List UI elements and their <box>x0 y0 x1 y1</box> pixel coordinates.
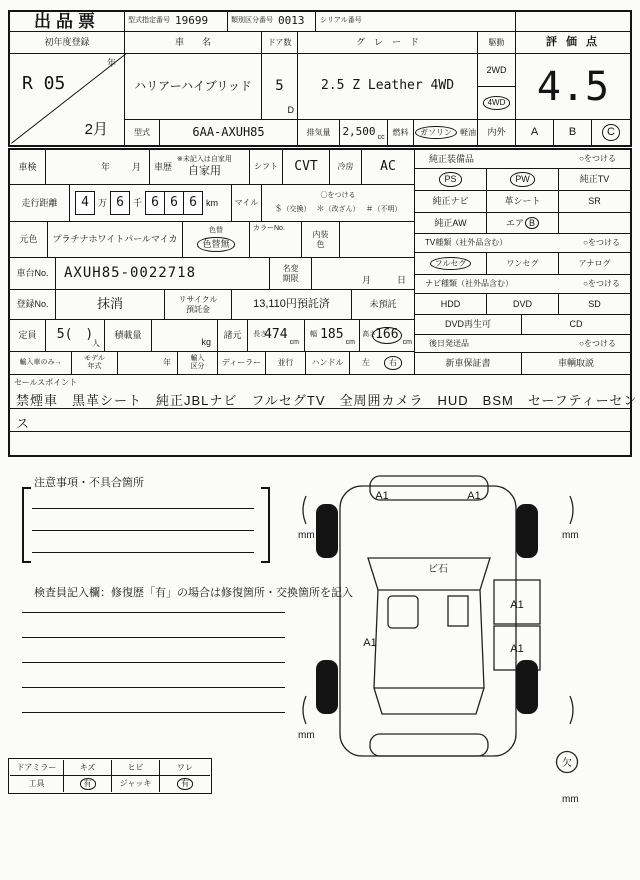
shift-label-cell <box>250 150 283 185</box>
name-change-label-cell: 名変 期限 <box>270 258 312 290</box>
dvd: DVD <box>512 298 532 309</box>
interior-color-value-cell <box>340 222 415 258</box>
first-reg-year-unit: 年 <box>106 58 116 68</box>
ship-later-header: 後日発送品 <box>429 338 469 348</box>
reg-no-label-cell <box>10 290 56 320</box>
equip-empty-cell <box>559 213 630 234</box>
rank-a-cell <box>516 120 554 145</box>
navi-type-header-cell: ナビ種類（社外品含む） ○をつける <box>415 275 630 294</box>
equip-airbag-cell <box>487 213 559 234</box>
model-year-unit: 年 <box>163 358 171 368</box>
drive-2wd: 2WD <box>486 64 507 75</box>
score-value-cell <box>516 54 630 120</box>
model-label-cell <box>125 120 160 145</box>
mile-mark-cell <box>262 185 415 222</box>
height-label: 高さ <box>362 331 377 339</box>
tools-present-cell <box>64 776 112 792</box>
page-title: 出品票 <box>34 11 100 31</box>
rank-b: B <box>568 126 577 139</box>
dvd-play: DVD再生可 <box>444 319 491 330</box>
width-value: 185 <box>320 327 344 343</box>
import-parallel: 並行 <box>277 358 294 368</box>
tools-label-cell <box>10 776 64 792</box>
grade-value: 2.5 Z Leather 4WD <box>320 78 455 94</box>
color-no-cell <box>250 222 302 258</box>
equip-sr-cell <box>559 191 630 213</box>
mileage-digit-2: 6 <box>164 191 184 215</box>
analog-cell <box>559 253 630 275</box>
model-value-cell <box>160 120 298 145</box>
first-reg-year: R 05 <box>22 73 66 94</box>
displacement-value: 2,500 <box>342 125 376 139</box>
capacity-label: 定員 <box>18 330 37 341</box>
capacity-label-cell <box>10 320 46 352</box>
pw-selected: PW <box>510 172 535 186</box>
tread-mm-bottom-right: mm <box>562 794 579 805</box>
rank-b-cell <box>554 120 592 145</box>
name-change-date-cell <box>312 258 415 290</box>
base-color-label: 元色 <box>19 234 38 245</box>
load-label-cell <box>105 320 152 352</box>
history-value-wrap <box>177 156 232 178</box>
height-value-selected: 166 <box>372 327 401 344</box>
scratch-label: キズ <box>79 762 96 772</box>
sd: SD <box>588 298 601 309</box>
color-no-label: カラーNo. <box>253 225 285 232</box>
tv-type-header: TV種類（社外品含む） <box>425 238 508 248</box>
missing-mark: 欠 <box>562 758 572 769</box>
shift-value-cell <box>283 150 330 185</box>
grade-label-cell <box>298 32 478 54</box>
handle-label: ハンドル <box>311 358 344 368</box>
fullseg-cell <box>415 253 487 275</box>
recycle-unpaid-cell <box>352 290 415 320</box>
tread-mm-top-left: mm <box>298 530 315 541</box>
rank-c-selected: C <box>602 124 620 141</box>
interior-color-label-cell: 内装 色 <box>302 222 340 258</box>
handle-right-selected: 右 <box>384 356 402 369</box>
repaint-cell <box>183 222 250 258</box>
int-ext-label: 内外 <box>487 127 506 138</box>
width-cell: 幅 185 cm <box>305 320 360 352</box>
model-year-value-cell <box>118 352 178 375</box>
doors-label: ドア数 <box>267 37 292 47</box>
model-designation-label: 型式指定番号 <box>128 17 170 25</box>
equip-navi-cell <box>415 191 487 213</box>
rank-a: A <box>530 126 539 139</box>
tread-bracket-top-right <box>570 496 573 524</box>
car-name: ハリアーハイブリッド <box>134 78 252 93</box>
fuel-label: 燃料 <box>392 127 409 137</box>
month-unit: 月 <box>361 274 371 285</box>
model-label: 型式 <box>134 127 150 137</box>
mileage-label: 走行距離 <box>21 197 58 208</box>
damage-a1-front-right: A1 <box>467 490 481 502</box>
oneseg-cell <box>487 253 559 275</box>
shaken-year-unit: 年 <box>100 161 110 172</box>
first-reg-label-cell <box>10 32 125 54</box>
wheel-front-left <box>316 504 338 558</box>
grade-label: グ レ ー ド <box>355 37 419 48</box>
cooling-label: 冷房 <box>337 162 354 172</box>
length-label: 長さ <box>253 331 268 339</box>
caution-label: 注意事項・不具合箇所 <box>34 477 144 489</box>
import-dealer-cell <box>218 352 266 375</box>
mile-exchange: ＄（交換） <box>274 203 311 213</box>
fuel-gasoline-selected: ガソリン <box>415 126 457 139</box>
drive-label-cell <box>478 32 516 54</box>
equip-pw-cell <box>487 169 559 191</box>
classification-cell <box>228 12 316 32</box>
jack-label: ジャッキ <box>119 779 152 789</box>
drive-2wd-cell <box>478 54 516 87</box>
tread-bracket-bottom-left <box>303 696 306 724</box>
km-unit: km <box>206 197 219 208</box>
crack-label: ヒビ <box>127 762 144 772</box>
wheel-front-right <box>516 504 538 558</box>
mile-label-cell <box>232 185 262 222</box>
tread-bracket-bottom-right <box>570 696 573 724</box>
inspector-line-3 <box>22 662 285 663</box>
classification-value: 0013 <box>278 14 305 28</box>
header-spacer-cell <box>516 12 630 32</box>
mileage-label-cell <box>10 185 70 222</box>
model-designation-cell <box>125 12 228 32</box>
mile-options <box>275 204 402 214</box>
navi-type-header: ナビ種類（社外品含む） <box>425 279 513 289</box>
caution-line-1 <box>32 508 254 509</box>
recycle-unpaid: 未預託 <box>369 299 397 310</box>
capacity-unit: 人 <box>92 338 100 348</box>
split-label: ワレ <box>177 762 193 772</box>
classification-label: 類別区分番号 <box>231 17 273 25</box>
rank-c-cell <box>592 120 630 145</box>
reg-no-label: 登録No. <box>16 299 49 310</box>
model-year-label-cell: モデル 年式 <box>72 352 118 375</box>
tv-type-header-cell: TV種類（社外品含む） ○をつける <box>415 234 630 253</box>
car-body-outline <box>340 486 516 756</box>
mileage-digit-1: 6 <box>145 191 165 215</box>
first-reg-value-cell <box>10 54 125 145</box>
score-label-cell <box>516 32 630 54</box>
handle-value-cell <box>350 352 415 375</box>
reg-no-value: 抹消 <box>96 296 123 312</box>
drive-4wd-selected: 4WD <box>483 96 511 109</box>
history-value: 自家用 <box>187 165 221 178</box>
repaint-label: 色替 <box>209 227 223 235</box>
sales-point-line1: 禁煙車 黒革シート 純正JBLナビ フルセグTV 全周囲カメラ HUD BSM セーフティーセン <box>16 393 638 408</box>
jack-present-cell <box>160 776 210 792</box>
airbag-selected: B <box>525 217 539 229</box>
tread-bracket-top-left <box>303 496 306 524</box>
cooling-label-cell <box>330 150 362 185</box>
tread-mm-bottom-left: mm <box>298 730 315 741</box>
inspector-line-2 <box>22 637 285 638</box>
dims-label-cell <box>218 320 248 352</box>
manual-cell <box>522 353 630 375</box>
length-value: 474 <box>264 327 288 343</box>
load-label: 積載量 <box>114 330 142 341</box>
fullseg-selected: フルセグ <box>430 257 472 270</box>
sales-point-line2: ス <box>16 416 30 431</box>
caution-line-2 <box>32 530 254 531</box>
displacement-value-cell <box>340 120 388 145</box>
sales-rule-1 <box>10 408 630 409</box>
mileage-sen-digit: 6 <box>110 191 130 215</box>
mile-label: マイル <box>234 198 259 208</box>
history-note: ※未記入は自家用 <box>177 156 232 164</box>
oneseg: ワンセグ <box>506 258 539 268</box>
equip-tv-cell <box>559 169 630 191</box>
door-mirror-cell <box>10 760 64 776</box>
front-seat <box>388 596 418 628</box>
history-label: 車歴 <box>154 161 173 172</box>
base-color-value: プラチナホワイトパールマイカ <box>52 234 178 245</box>
chassis-value-cell <box>56 258 270 290</box>
doors-label-cell <box>262 32 298 54</box>
shaken-label: 車検 <box>18 161 37 172</box>
mile-tamper: ＊（改ざん） <box>316 203 360 213</box>
chassis-no: AXUH85-0022718 <box>64 265 197 282</box>
import-type-label-cell: 輸入 区分 <box>178 352 218 375</box>
mileage-man-digit: 4 <box>75 191 95 215</box>
ship-later-header-cell: 後日発送品 ○をつける <box>415 335 630 353</box>
import-only-label: 輸入車のみ→ <box>19 358 62 366</box>
equip-ps-cell <box>415 169 487 191</box>
car-name-value-cell <box>125 54 262 120</box>
vehicle-manual: 車輌取説 <box>557 358 594 369</box>
mileage-digit-3: 6 <box>183 191 203 215</box>
warranty-book: 新車保証書 <box>445 358 491 369</box>
jack-cell <box>112 776 160 792</box>
load-unit: kg <box>201 336 211 347</box>
serial-label: シリアル番号 <box>320 17 362 25</box>
displacement-label: 排気量 <box>306 127 331 137</box>
doors-unit: D <box>287 104 294 115</box>
fuel-value-cell <box>414 120 478 145</box>
displacement-unit: cc <box>377 133 385 141</box>
caution-line-3 <box>32 552 254 553</box>
hdd: HDD <box>440 298 461 309</box>
crack-cell <box>112 760 160 776</box>
vehicle-diagram <box>290 468 632 820</box>
jack-present-selected: 有 <box>177 778 193 789</box>
width-label: 幅 <box>310 331 318 339</box>
damage-a1-front-left: A1 <box>375 490 389 502</box>
odometer-cell <box>70 185 232 222</box>
split-cell <box>160 760 210 776</box>
recycle-label-cell: リサイクル 預託金 <box>165 290 232 320</box>
shaken-month-unit: 月 <box>131 161 141 172</box>
tread-mm-top-right: mm <box>562 530 579 541</box>
center-console <box>448 596 468 626</box>
cooling-value: AC <box>380 158 396 174</box>
handle-label-cell <box>306 352 350 375</box>
wheel-rear-right <box>516 660 538 714</box>
equip-header: 純正装備品 <box>429 153 475 164</box>
sales-rule-2 <box>10 431 630 432</box>
score-value: 4.5 <box>536 63 610 110</box>
caution-bracket-right <box>261 487 270 563</box>
cd: CD <box>569 319 583 330</box>
score-label: 評 価 点 <box>545 36 601 49</box>
equip-header-cell: 純正装備品 ○をつける <box>415 150 630 169</box>
windshield-stone-chip-note: ビ石 <box>428 564 448 575</box>
day-unit: 日 <box>396 274 406 285</box>
man-unit: 万 <box>98 197 108 208</box>
inspector-line-5 <box>22 712 285 713</box>
tools-present-selected: 有 <box>80 778 96 789</box>
equip-leather-cell <box>487 191 559 213</box>
shaken-value-cell <box>46 150 150 185</box>
sd-cell <box>559 294 630 315</box>
import-dealer: ディーラー <box>221 358 262 368</box>
inspector-line-1 <box>22 612 285 613</box>
damage-a1-floor: A1 <box>363 637 377 649</box>
fuel-label-cell <box>388 120 414 145</box>
model-value: 6AA-AXUH85 <box>192 124 265 139</box>
shaken-label-cell <box>10 150 46 185</box>
capacity-value-cell <box>46 320 105 352</box>
first-reg-month: 2月 <box>84 120 108 138</box>
capacity-value: 5( ) <box>56 327 94 343</box>
genuine-navi: 純正ナビ <box>432 196 469 207</box>
ps-selected: PS <box>439 172 461 186</box>
recycle-paid-cell <box>232 290 352 320</box>
genuine-tv: 純正TV <box>579 174 610 185</box>
genuine-alloy: 純正AW <box>434 217 467 228</box>
base-color-value-cell <box>48 222 183 258</box>
length-cell: 長さ 474 cm <box>248 320 305 352</box>
model-designation-value: 19699 <box>175 14 209 28</box>
equip-aw-cell <box>415 213 487 234</box>
int-ext-label-cell <box>478 120 516 145</box>
import-only-cell <box>10 352 72 375</box>
damage-a1-door-lower: A1 <box>510 643 524 655</box>
inspector-label: 検査員記入欄：修復歴「有」の場合は修復箇所・交換箇所を記入 <box>34 587 353 599</box>
dvd-play-cell <box>415 315 522 335</box>
shift-value: CVT <box>294 158 318 174</box>
warranty-book-cell <box>415 353 522 375</box>
doors-value: 5 <box>275 78 284 95</box>
rear-bumper <box>370 734 488 756</box>
cooling-value-cell <box>362 150 415 185</box>
height-cell: 高さ 166 cm <box>360 320 415 352</box>
recycle-paid: 13,110円預託済 <box>253 298 330 311</box>
load-value-cell <box>152 320 218 352</box>
hdd-cell <box>415 294 487 315</box>
base-color-label-cell <box>10 222 48 258</box>
cd-cell <box>522 315 630 335</box>
displacement-label-cell <box>298 120 340 145</box>
rear-window <box>374 688 484 714</box>
sen-unit: 千 <box>133 197 143 208</box>
grade-value-cell <box>298 54 478 120</box>
mile-unknown: ＃（不明） <box>365 203 402 213</box>
leather-seat: 革シート <box>504 196 541 207</box>
handle-left: 左 <box>362 358 370 368</box>
sales-point-label: セールスポイント <box>14 378 78 387</box>
reg-no-value-cell <box>56 290 165 320</box>
shift-label: シフト <box>254 162 278 172</box>
scratch-cell <box>64 760 112 776</box>
wheel-rear-left <box>316 660 338 714</box>
first-reg-label: 初年度登録 <box>44 37 90 48</box>
damage-a1-door-upper: A1 <box>510 599 524 611</box>
chassis-label: 車台No. <box>16 268 49 279</box>
page-title-cell <box>10 12 125 32</box>
tools-label: 工具 <box>28 779 45 789</box>
inspector-line-4 <box>22 687 285 688</box>
sunroof: SR <box>588 196 601 207</box>
chassis-label-cell <box>10 258 56 290</box>
analog: アナログ <box>578 258 611 268</box>
dvd-cell <box>487 294 559 315</box>
drive-label: 駆動 <box>488 37 505 47</box>
drive-4wd-cell <box>478 87 516 120</box>
caution-bracket-left <box>22 487 31 563</box>
history-cell <box>150 150 250 185</box>
airbag-label: エア <box>505 217 524 228</box>
fuel-diesel: 軽油 <box>460 127 476 137</box>
serial-cell <box>316 12 516 32</box>
repaint-value-selected: 色替無 <box>197 237 234 251</box>
car-name-label-cell <box>125 32 262 54</box>
doors-value-cell <box>262 54 298 120</box>
mile-circle-note: 〇をつける <box>320 192 356 200</box>
dims-label: 諸元 <box>223 330 242 341</box>
import-parallel-cell <box>266 352 306 375</box>
door-mirror-label: ドアミラー <box>16 762 57 772</box>
car-name-label: 車 名 <box>174 37 211 48</box>
